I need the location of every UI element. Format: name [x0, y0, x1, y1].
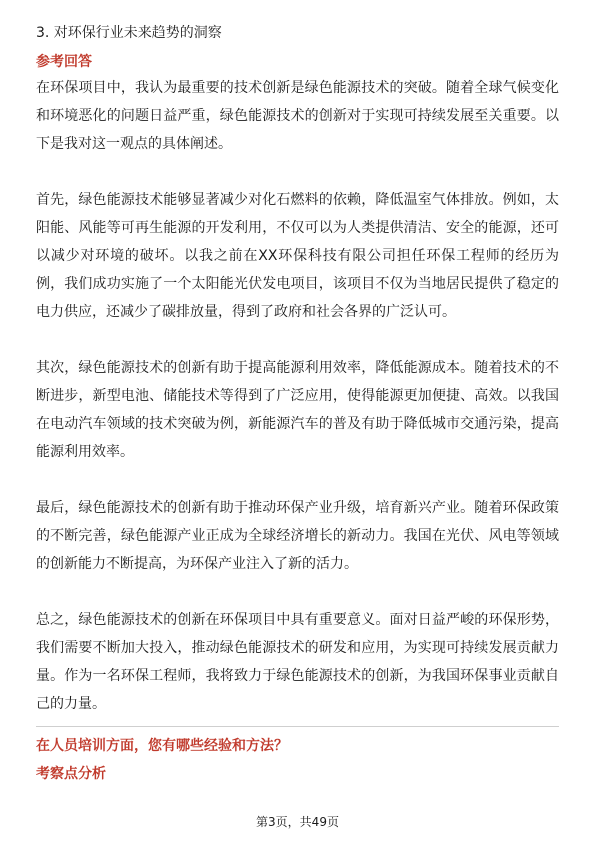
page-footer: 第3页，共49页: [256, 815, 339, 829]
answer-paragraph-5: 总之，绿色能源技术的创新在环保项目中具有重要意义。面对日益严峻的环保形势，我们需要不断加大投入，推动绿色能源技术的研发和应用，为实现可持续发展贡献力量。作为一名环保工程师，我将致力于绿色能源技术的创新，为我国环保事业贡献自己的力量。: [36, 612, 559, 712]
answer-paragraph-2: 首先，绿色能源技术能够显著减少对化石燃料的依赖，降低温室气体排放。例如，太阳能、风能等可再生能源的开发利用，不仅可以为人类提供清洁、安全的能源，还可以减少对环境的破坏。以我之前在XX环保科技有限公司担任环保工程师的经历为例，我们成功实施了一个太阳能光伏发电项目，该项目不仅为当地居民提供了稳定的电力供应，还减少了碳排放量，得到了政府和社会各界的广泛认可。: [36, 192, 559, 320]
paragraph-gap: [36, 466, 559, 494]
next-question: 在人员培训方面，您有哪些经验和方法？: [36, 738, 288, 754]
page-content: [36, 22, 559, 787]
analysis-label: 考察点分析: [36, 766, 106, 782]
paragraph-gap: [36, 578, 559, 606]
answer-paragraph-4: 最后，绿色能源技术的创新有助于推动环保产业升级，培育新兴产业。随着环保政策的不断完善，绿色能源产业正成为全球经济增长的新动力。我国在光伏、风电等领域的创新能力不断提高，为环保产业注入了新的活力。: [36, 500, 559, 572]
section-divider: [36, 726, 559, 727]
section-heading: 3. 对环保行业未来趋势的洞察: [36, 25, 222, 41]
answer-paragraph-3: 其次，绿色能源技术的创新有助于提高能源利用效率，降低能源成本。随着技术的不断进步，新型电池、储能技术等得到了广泛应用，使得能源更加便捷、高效。以我国在电动汽车领域的技术突破为例，新能源汽车的普及有助于降低城市交通污染，提高能源利用效率。: [36, 360, 559, 460]
paragraph-gap: [36, 326, 559, 354]
answer-label: 参考回答: [36, 54, 92, 70]
answer-paragraph-1: 在环保项目中，我认为最重要的技术创新是绿色能源技术的突破。随着全球气候变化和环境恶化的问题日益严重，绿色能源技术的创新对于实现可持续发展至关重要。以下是我对这一观点的具体阐述。: [36, 80, 559, 152]
paragraph-gap: [36, 158, 559, 186]
